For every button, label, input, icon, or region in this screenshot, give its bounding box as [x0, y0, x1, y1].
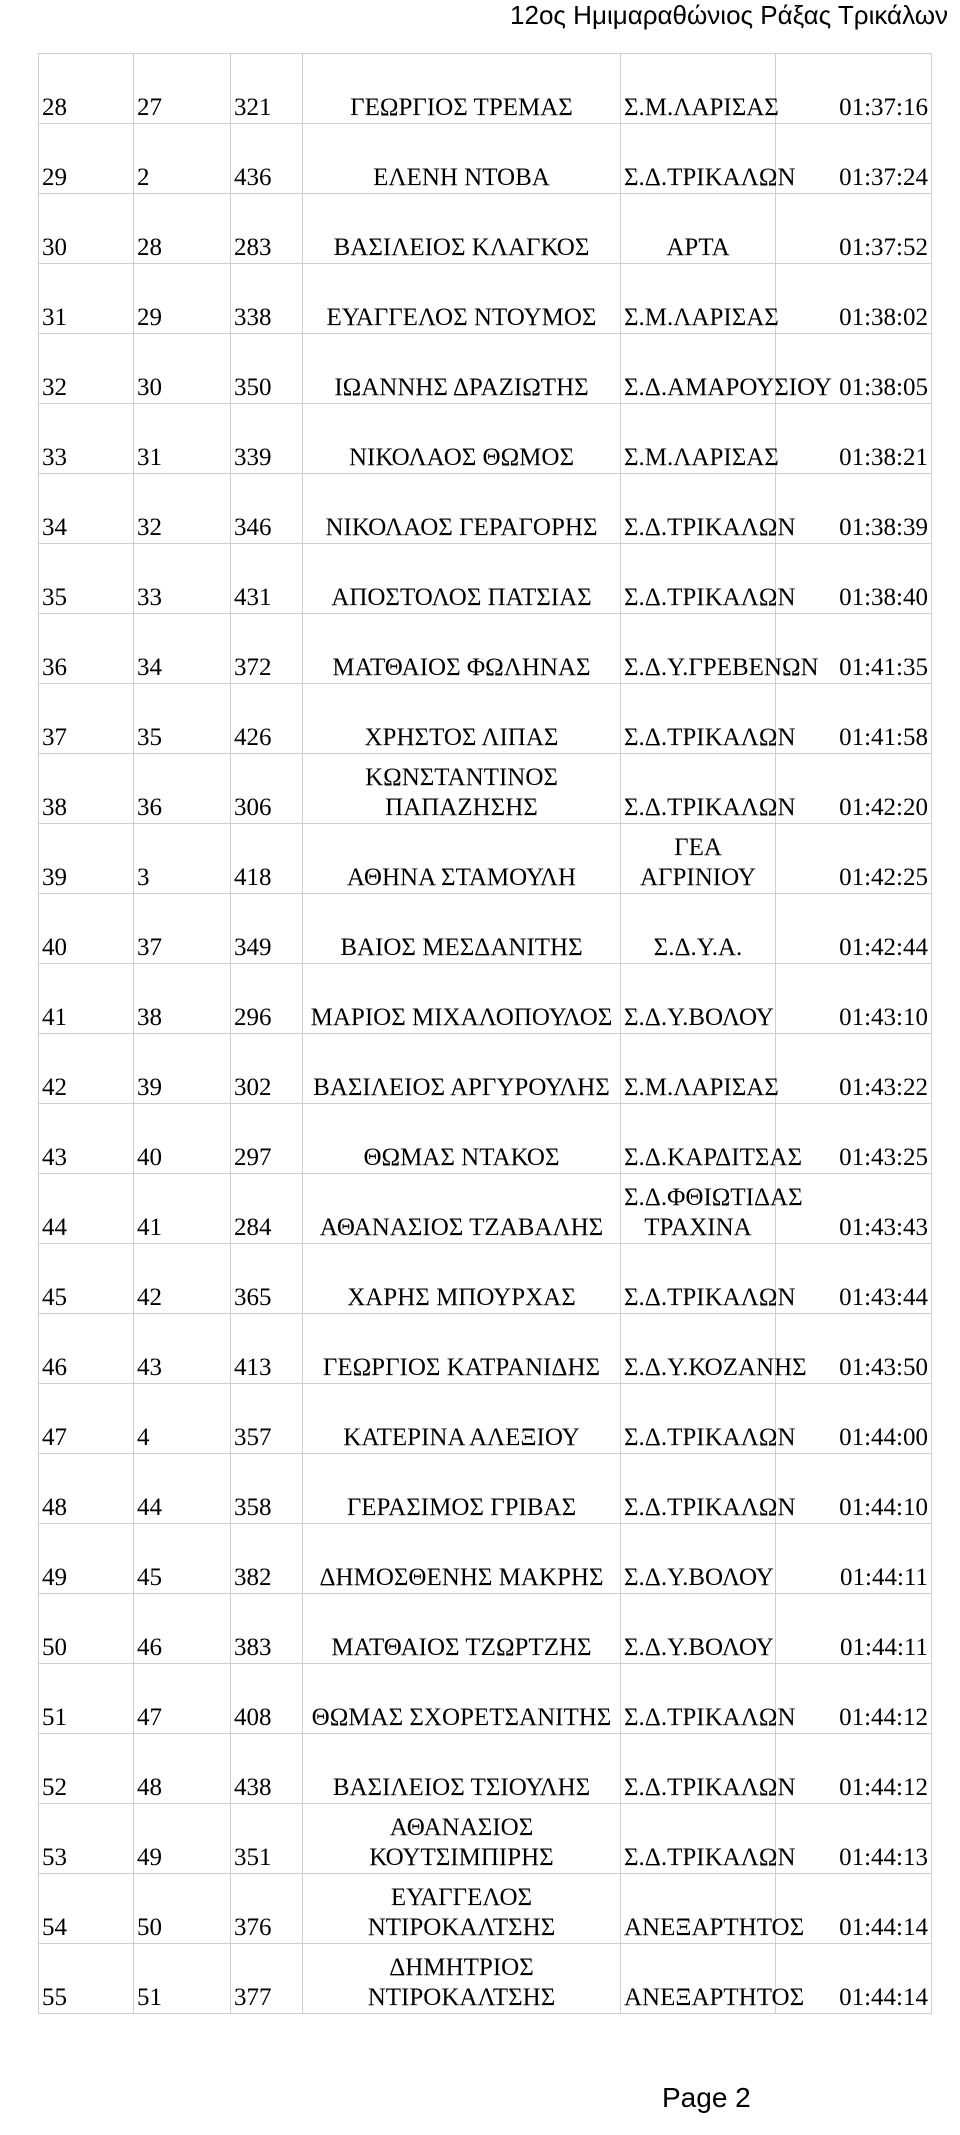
category-rank-cell: 39: [134, 1034, 231, 1104]
bib-number-cell: 306: [231, 754, 303, 824]
position-cell: 35: [39, 544, 134, 614]
table-row: [39, 1734, 932, 1804]
finish-time-cell: 01:44:14: [776, 1874, 932, 1944]
club-cell: Σ.Δ.ΦΘΙΩΤΙΔΑΣ ΤΡΑΧΙΝΑ: [621, 1174, 776, 1244]
runner-name-cell: ΓΕΩΡΓΙΟΣ ΚΑΤΡΑΝΙΔΗΣ: [303, 1314, 621, 1384]
club-cell: Σ.Μ.ΛΑΡΙΣΑΣ: [621, 1034, 776, 1104]
category-rank-cell: 46: [134, 1594, 231, 1664]
finish-time-cell: 01:43:25: [776, 1104, 932, 1174]
bib-number-cell: 349: [231, 894, 303, 964]
finish-time-cell: 01:44:12: [776, 1664, 932, 1734]
table-row: [39, 54, 932, 124]
position-cell: 28: [39, 54, 134, 124]
table-row: [39, 124, 932, 194]
bib-number-cell: 338: [231, 264, 303, 334]
finish-time-cell: 01:44:11: [776, 1524, 932, 1594]
runner-name-cell: ΧΡΗΣΤΟΣ ΛΙΠΑΣ: [303, 684, 621, 754]
club-cell: ΑΡΤΑ: [621, 194, 776, 264]
category-rank-cell: 51: [134, 1944, 231, 2014]
position-cell: 54: [39, 1874, 134, 1944]
runner-name-cell: ΑΘΑΝΑΣΙΟΣ ΚΟΥΤΣΙΜΠΙΡΗΣ: [303, 1804, 621, 1874]
club-cell: Σ.Δ.ΤΡΙΚΑΛΩΝ: [621, 1384, 776, 1454]
page-number: Page 2: [662, 2082, 751, 2113]
table-row: [39, 894, 932, 964]
category-rank-cell: 43: [134, 1314, 231, 1384]
runner-name-cell: ΝΙΚΟΛΑΟΣ ΘΩΜΟΣ: [303, 404, 621, 474]
runner-name-cell: ΘΩΜΑΣ ΣΧΟΡΕΤΣΑΝΙΤΗΣ: [303, 1664, 621, 1734]
finish-time-cell: 01:44:12: [776, 1734, 932, 1804]
position-cell: 41: [39, 964, 134, 1034]
finish-time-cell: 01:38:21: [776, 404, 932, 474]
finish-time-cell: 01:37:16: [776, 54, 932, 124]
results-table: [38, 53, 932, 2014]
finish-time-cell: 01:43:10: [776, 964, 932, 1034]
runner-name-cell: ΕΛΕΝΗ ΝΤΟΒΑ: [303, 124, 621, 194]
club-cell: Σ.Δ.ΤΡΙΚΑΛΩΝ: [621, 474, 776, 544]
table-row: [39, 1454, 932, 1524]
bib-number-cell: 296: [231, 964, 303, 1034]
table-row: [39, 1034, 932, 1104]
runner-name-cell: ΜΑΤΘΑΙΟΣ ΦΩΛΗΝΑΣ: [303, 614, 621, 684]
bib-number-cell: 339: [231, 404, 303, 474]
club-cell: ΑΝΕΞΑΡΤΗΤΟΣ: [621, 1944, 776, 2014]
table-row: [39, 334, 932, 404]
table-row: [39, 1314, 932, 1384]
bib-number-cell: 297: [231, 1104, 303, 1174]
bib-number-cell: 358: [231, 1454, 303, 1524]
bib-number-cell: 372: [231, 614, 303, 684]
bib-number-cell: 351: [231, 1804, 303, 1874]
runner-name-cell: ΕΥΑΓΓΕΛΟΣ ΝΤΙΡΟΚΑΛΤΣΗΣ: [303, 1874, 621, 1944]
position-cell: 50: [39, 1594, 134, 1664]
table-row: [39, 1594, 932, 1664]
club-cell: Σ.Δ.Υ.ΒΟΛΟΥ: [621, 964, 776, 1034]
bib-number-cell: 438: [231, 1734, 303, 1804]
runner-name-cell: ΔΗΜΗΤΡΙΟΣ ΝΤΙΡΟΚΑΛΤΣΗΣ: [303, 1944, 621, 2014]
position-cell: 48: [39, 1454, 134, 1524]
category-rank-cell: 36: [134, 754, 231, 824]
bib-number-cell: 346: [231, 474, 303, 544]
finish-time-cell: 01:42:44: [776, 894, 932, 964]
finish-time-cell: 01:37:24: [776, 124, 932, 194]
category-rank-cell: 47: [134, 1664, 231, 1734]
category-rank-cell: 33: [134, 544, 231, 614]
club-cell: ΓΕΑ ΑΓΡΙΝΙΟΥ: [621, 824, 776, 894]
bib-number-cell: 357: [231, 1384, 303, 1454]
finish-time-cell: 01:44:11: [776, 1594, 932, 1664]
table-row: [39, 684, 932, 754]
table-row: [39, 544, 932, 614]
position-cell: 30: [39, 194, 134, 264]
results-table-body: [39, 54, 932, 2014]
category-rank-cell: 27: [134, 54, 231, 124]
club-cell: Σ.Μ.ΛΑΡΙΣΑΣ: [621, 264, 776, 334]
category-rank-cell: 2: [134, 124, 231, 194]
position-cell: 49: [39, 1524, 134, 1594]
runner-name-cell: ΕΥΑΓΓΕΛΟΣ ΝΤΟΥΜΟΣ: [303, 264, 621, 334]
table-row: [39, 1874, 932, 1944]
runner-name-cell: ΘΩΜΑΣ ΝΤΑΚΟΣ: [303, 1104, 621, 1174]
club-cell: Σ.Μ.ΛΑΡΙΣΑΣ: [621, 404, 776, 474]
category-rank-cell: 35: [134, 684, 231, 754]
finish-time-cell: 01:42:25: [776, 824, 932, 894]
finish-time-cell: 01:38:02: [776, 264, 932, 334]
table-row: [39, 754, 932, 824]
bib-number-cell: 350: [231, 334, 303, 404]
finish-time-cell: 01:38:05: [776, 334, 932, 404]
table-row: [39, 1944, 932, 2014]
position-cell: 47: [39, 1384, 134, 1454]
table-row: [39, 1804, 932, 1874]
runner-name-cell: ΜΑΤΘΑΙΟΣ ΤΖΩΡΤΖΗΣ: [303, 1594, 621, 1664]
category-rank-cell: 48: [134, 1734, 231, 1804]
runner-name-cell: ΝΙΚΟΛΑΟΣ ΓΕΡΑΓΟΡΗΣ: [303, 474, 621, 544]
finish-time-cell: 01:37:52: [776, 194, 932, 264]
finish-time-cell: 01:43:22: [776, 1034, 932, 1104]
finish-time-cell: 01:43:44: [776, 1244, 932, 1314]
finish-time-cell: 01:41:58: [776, 684, 932, 754]
runner-name-cell: ΑΠΟΣΤΟΛΟΣ ΠΑΤΣΙΑΣ: [303, 544, 621, 614]
table-row: [39, 1104, 932, 1174]
runner-name-cell: ΑΘΑΝΑΣΙΟΣ ΤΖΑΒΑΛΗΣ: [303, 1174, 621, 1244]
club-cell: Σ.Δ.Υ.ΒΟΛΟΥ: [621, 1524, 776, 1594]
runner-name-cell: ΒΑΣΙΛΕΙΟΣ ΚΛΑΓΚΟΣ: [303, 194, 621, 264]
position-cell: 43: [39, 1104, 134, 1174]
club-cell: Σ.Μ.ΛΑΡΙΣΑΣ: [621, 54, 776, 124]
table-row: [39, 404, 932, 474]
position-cell: 31: [39, 264, 134, 334]
position-cell: 32: [39, 334, 134, 404]
position-cell: 33: [39, 404, 134, 474]
finish-time-cell: 01:44:14: [776, 1944, 932, 2014]
position-cell: 38: [39, 754, 134, 824]
category-rank-cell: 28: [134, 194, 231, 264]
category-rank-cell: 32: [134, 474, 231, 544]
runner-name-cell: ΒΑΣΙΛΕΙΟΣ ΤΣΙΟΥΛΗΣ: [303, 1734, 621, 1804]
bib-number-cell: 408: [231, 1664, 303, 1734]
category-rank-cell: 37: [134, 894, 231, 964]
category-rank-cell: 41: [134, 1174, 231, 1244]
position-cell: 34: [39, 474, 134, 544]
bib-number-cell: 283: [231, 194, 303, 264]
table-row: [39, 1664, 932, 1734]
finish-time-cell: 01:43:50: [776, 1314, 932, 1384]
runner-name-cell: ΒΑΣΙΛΕΙΟΣ ΑΡΓΥΡΟΥΛΗΣ: [303, 1034, 621, 1104]
club-cell: Σ.Δ.ΤΡΙΚΑΛΩΝ: [621, 1804, 776, 1874]
bib-number-cell: 426: [231, 684, 303, 754]
bib-number-cell: 365: [231, 1244, 303, 1314]
club-cell: Σ.Δ.ΤΡΙΚΑΛΩΝ: [621, 1664, 776, 1734]
position-cell: 42: [39, 1034, 134, 1104]
bib-number-cell: 284: [231, 1174, 303, 1244]
club-cell: Σ.Δ.ΤΡΙΚΑΛΩΝ: [621, 544, 776, 614]
category-rank-cell: 38: [134, 964, 231, 1034]
category-rank-cell: 30: [134, 334, 231, 404]
runner-name-cell: ΙΩΑΝΝΗΣ ΔΡΑΖΙΩΤΗΣ: [303, 334, 621, 404]
club-cell: Σ.Δ.Υ.ΚΟΖΑΝΗΣ: [621, 1314, 776, 1384]
table-row: [39, 1384, 932, 1454]
position-cell: 40: [39, 894, 134, 964]
club-cell: Σ.Δ.Υ.ΓΡΕΒΕΝΩΝ: [621, 614, 776, 684]
category-rank-cell: 34: [134, 614, 231, 684]
club-cell: ΑΝΕΞΑΡΤΗΤΟΣ: [621, 1874, 776, 1944]
runner-name-cell: ΜΑΡΙΟΣ ΜΙΧΑΛΟΠΟΥΛΟΣ: [303, 964, 621, 1034]
finish-time-cell: 01:44:13: [776, 1804, 932, 1874]
position-cell: 36: [39, 614, 134, 684]
table-row: [39, 264, 932, 334]
club-cell: Σ.Δ.ΤΡΙΚΑΛΩΝ: [621, 754, 776, 824]
club-cell: Σ.Δ.ΤΡΙΚΑΛΩΝ: [621, 124, 776, 194]
bib-number-cell: 382: [231, 1524, 303, 1594]
category-rank-cell: 3: [134, 824, 231, 894]
club-cell: Σ.Δ.Υ.Α.: [621, 894, 776, 964]
position-cell: 45: [39, 1244, 134, 1314]
club-cell: Σ.Δ.ΤΡΙΚΑΛΩΝ: [621, 1244, 776, 1314]
position-cell: 53: [39, 1804, 134, 1874]
category-rank-cell: 49: [134, 1804, 231, 1874]
table-row: [39, 194, 932, 264]
club-cell: Σ.Δ.ΚΑΡΔΙΤΣΑΣ: [621, 1104, 776, 1174]
table-row: [39, 614, 932, 684]
bib-number-cell: 321: [231, 54, 303, 124]
bib-number-cell: 418: [231, 824, 303, 894]
bib-number-cell: 377: [231, 1944, 303, 2014]
runner-name-cell: ΓΕΩΡΓΙΟΣ ΤΡΕΜΑΣ: [303, 54, 621, 124]
position-cell: 46: [39, 1314, 134, 1384]
category-rank-cell: 4: [134, 1384, 231, 1454]
runner-name-cell: ΑΘΗΝΑ ΣΤΑΜΟΥΛΗ: [303, 824, 621, 894]
position-cell: 44: [39, 1174, 134, 1244]
category-rank-cell: 50: [134, 1874, 231, 1944]
bib-number-cell: 436: [231, 124, 303, 194]
category-rank-cell: 31: [134, 404, 231, 474]
finish-time-cell: 01:38:39: [776, 474, 932, 544]
page-header-title: 12ος Ημιμαραθώνιος Ράξας Τρικάλων: [510, 0, 948, 30]
table-row: [39, 824, 932, 894]
runner-name-cell: ΓΕΡΑΣΙΜΟΣ ΓΡΙΒΑΣ: [303, 1454, 621, 1524]
club-cell: Σ.Δ.ΤΡΙΚΑΛΩΝ: [621, 1454, 776, 1524]
position-cell: 37: [39, 684, 134, 754]
finish-time-cell: 01:43:43: [776, 1174, 932, 1244]
table-row: [39, 474, 932, 544]
bib-number-cell: 302: [231, 1034, 303, 1104]
table-row: [39, 1174, 932, 1244]
finish-time-cell: 01:38:40: [776, 544, 932, 614]
runner-name-cell: ΔΗΜΟΣΘΕΝΗΣ ΜΑΚΡΗΣ: [303, 1524, 621, 1594]
club-cell: Σ.Δ.Υ.ΒΟΛΟΥ: [621, 1594, 776, 1664]
category-rank-cell: 40: [134, 1104, 231, 1174]
finish-time-cell: 01:44:00: [776, 1384, 932, 1454]
position-cell: 55: [39, 1944, 134, 2014]
position-cell: 51: [39, 1664, 134, 1734]
category-rank-cell: 29: [134, 264, 231, 334]
position-cell: 52: [39, 1734, 134, 1804]
runner-name-cell: ΚΩΝΣΤΑΝΤΙΝΟΣ ΠΑΠΑΖΗΣΗΣ: [303, 754, 621, 824]
position-cell: 29: [39, 124, 134, 194]
category-rank-cell: 45: [134, 1524, 231, 1594]
bib-number-cell: 431: [231, 544, 303, 614]
finish-time-cell: 01:42:20: [776, 754, 932, 824]
runner-name-cell: ΒΑΙΟΣ ΜΕΣΔΑΝΙΤΗΣ: [303, 894, 621, 964]
runner-name-cell: ΚΑΤΕΡΙΝΑ ΑΛΕΞΙΟΥ: [303, 1384, 621, 1454]
category-rank-cell: 44: [134, 1454, 231, 1524]
bib-number-cell: 376: [231, 1874, 303, 1944]
finish-time-cell: 01:41:35: [776, 614, 932, 684]
runner-name-cell: ΧΑΡΗΣ ΜΠΟΥΡΧΑΣ: [303, 1244, 621, 1314]
bib-number-cell: 413: [231, 1314, 303, 1384]
table-row: [39, 1244, 932, 1314]
club-cell: Σ.Δ.ΤΡΙΚΑΛΩΝ: [621, 1734, 776, 1804]
table-row: [39, 964, 932, 1034]
position-cell: 39: [39, 824, 134, 894]
finish-time-cell: 01:44:10: [776, 1454, 932, 1524]
club-cell: Σ.Δ.ΤΡΙΚΑΛΩΝ: [621, 684, 776, 754]
club-cell: Σ.Δ.ΑΜΑΡΟΥΣΙΟΥ: [621, 334, 776, 404]
table-row: [39, 1524, 932, 1594]
category-rank-cell: 42: [134, 1244, 231, 1314]
bib-number-cell: 383: [231, 1594, 303, 1664]
